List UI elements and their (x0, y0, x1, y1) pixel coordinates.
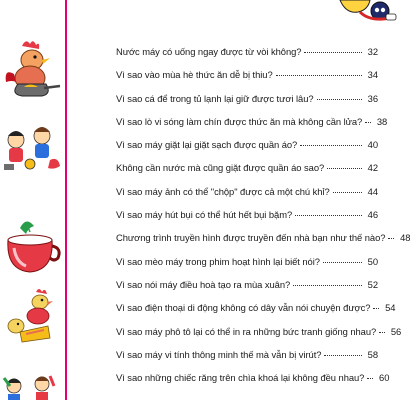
toc-entry-page: 54 (385, 302, 396, 314)
cup-with-leaf-icon (0, 218, 64, 276)
toc-entry[interactable] (116, 115, 388, 139)
toc-entry-title: Không cần nước mà cũng giặt được quần áo sao? (116, 162, 325, 174)
toc-entry-page: 34 (367, 69, 378, 81)
chicks-with-food-icon (0, 288, 64, 344)
rooster-cooking-icon (0, 38, 64, 100)
toc-entry[interactable] (116, 139, 378, 162)
table-of-contents (116, 46, 410, 388)
toc-entry[interactable] (116, 256, 378, 279)
toc-entry[interactable] (116, 93, 378, 116)
dot-leader (293, 285, 362, 286)
toc-entry-page: 44 (367, 185, 378, 197)
toc-entry[interactable] (116, 325, 402, 349)
dot-leader (295, 215, 362, 216)
dot-leader (373, 308, 379, 309)
dot-leader (379, 332, 385, 333)
toc-entry-page: 58 (367, 348, 378, 360)
toc-entry-title: Vì sao mèo máy trong phim hoạt hình lại biết nói? (116, 255, 320, 267)
dot-leader (276, 75, 362, 76)
dot-leader (300, 145, 362, 146)
kids-cheering-icon (0, 372, 64, 400)
toc-entry-page: 56 (390, 325, 402, 337)
toc-entry-title: Vì sao máy ảnh có thể "chộp" được cả một chú khỉ? (116, 185, 330, 197)
toc-entry-title: Vì sao vào mùa hè thức ăn dễ bị thiu? (116, 69, 273, 81)
toc-entry[interactable] (116, 162, 378, 185)
toc-entry-title: Vì sao nói máy điều hoà tạo ra mùa xuân? (116, 278, 291, 290)
kids-playing-icon (0, 120, 64, 174)
dot-leader (317, 99, 362, 100)
toc-entry-title: Vì sao máy vi tính thông minh thế mà vẫn bị virút? (116, 348, 322, 360)
toc-entry[interactable] (116, 232, 410, 255)
dot-leader (324, 355, 362, 356)
toc-entry-title: Vì sao máy giặt lại giặt sạch được quần áo? (116, 139, 298, 151)
dot-leader (304, 52, 362, 53)
toc-entry-page: 36 (367, 92, 378, 104)
toc-entry-page: 40 (367, 139, 378, 151)
toc-entry[interactable] (116, 302, 396, 325)
toc-entry-page: 38 (376, 115, 388, 127)
toc-entry[interactable] (116, 186, 378, 209)
toc-entry[interactable] (116, 372, 390, 388)
dot-leader (388, 238, 394, 239)
dot-leader (327, 168, 362, 169)
toc-entry[interactable] (116, 349, 378, 372)
margin-rule (65, 0, 67, 400)
toc-entry-title: Vì sao máy phô tô lại có thể in ra những bức tranh giống nhau? (116, 325, 377, 337)
toc-entry[interactable] (116, 46, 378, 69)
dot-leader (323, 262, 362, 263)
toc-entry-page: 60 (379, 372, 390, 384)
toc-entry-title: Vì sao máy hút bụi có thể hút hết bụi bặm? (116, 209, 293, 221)
dot-leader (333, 192, 362, 193)
dot-leader (367, 378, 373, 379)
toc-entry-title: Vì sao điện thoại di động không có dây vẫn nói chuyện được? (116, 302, 371, 314)
toc-entry-title: Vì sao lò vi sóng làm chín được thức ăn mà không cần lửa? (116, 115, 363, 127)
toc-entry-page: 52 (367, 278, 378, 290)
dot-leader (365, 122, 371, 123)
toc-entry-title: Vì sao cá để trong tủ lạnh lại giữ được tươi lâu? (116, 92, 314, 104)
toc-entry-title: Nước máy có uống ngay được từ vòi không? (116, 46, 302, 57)
toc-entry-page: 46 (367, 209, 378, 221)
toc-entry[interactable] (116, 69, 378, 92)
toc-entry-page: 42 (367, 162, 378, 174)
toc-entry-page: 48 (400, 232, 410, 244)
cartoon-character-icon (330, 0, 400, 24)
toc-entry-page: 32 (367, 46, 378, 57)
toc-entry-title: Vì sao những chiếc răng trên chìa khoá lại không đều nhau? (116, 372, 365, 384)
toc-entry-title: Chương trình truyền hình được truyền đến nhà bạn như thế nào? (116, 232, 386, 244)
toc-entry-page: 50 (367, 255, 378, 267)
toc-entry[interactable] (116, 279, 378, 302)
toc-entry[interactable] (116, 209, 378, 232)
